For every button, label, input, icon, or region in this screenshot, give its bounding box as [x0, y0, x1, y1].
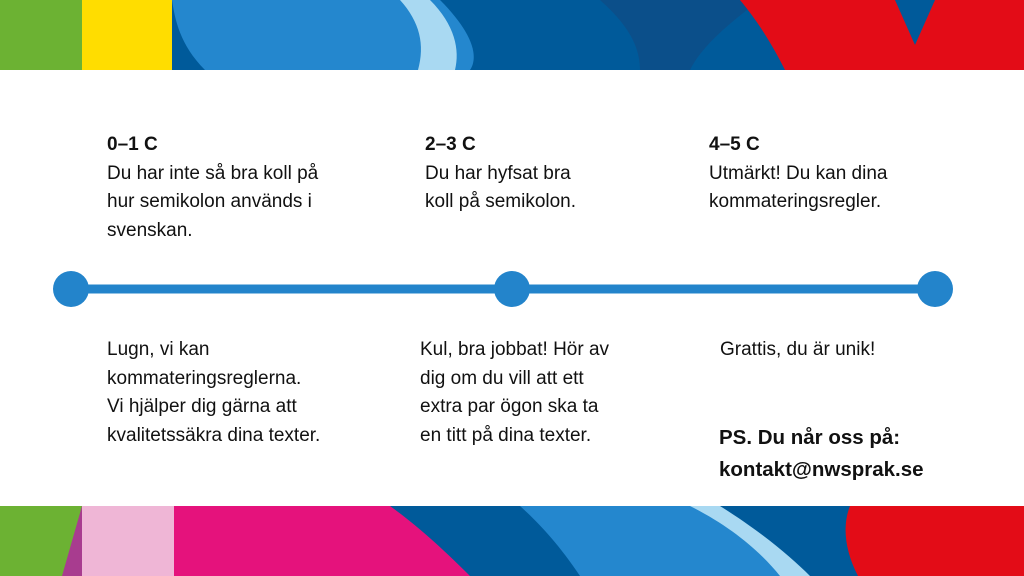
- level-column-4-5: [709, 131, 887, 217]
- level-heading: 4–5 C: [709, 134, 760, 155]
- band-pink-block: [82, 506, 174, 576]
- timeline-node-4-5: [917, 271, 953, 307]
- contact-note: [719, 422, 924, 486]
- top-decorative-band: [0, 0, 1024, 70]
- band-green-block: [0, 0, 82, 70]
- contact-email[interactable]: kontakt@nwsprak.se: [719, 458, 924, 481]
- band-yellow-block: [82, 0, 172, 70]
- level-column-0-1: [107, 131, 318, 245]
- message-0-1: Lugn, vi kan kommateringsreglerna. Vi hjälper dig gärna att kvalitetssäkra dina texter.: [107, 339, 321, 446]
- level-description: Du har inte så bra koll på hur semikolon används i svenskan.: [107, 162, 319, 241]
- contact-note-label: PS. Du når oss på:: [719, 426, 901, 449]
- level-heading: 0–1 C: [107, 134, 158, 155]
- level-column-2-3: [425, 131, 576, 217]
- timeline-node-0-1: [53, 271, 89, 307]
- timeline-node-2-3: [494, 271, 530, 307]
- band-red-shape: [740, 0, 1024, 70]
- message-4-5: Grattis, du är unik!: [720, 339, 876, 360]
- message-2-3: Kul, bra jobbat! Hör av dig om du vill att ett extra par ögon ska ta en titt på dina texter.: [420, 339, 610, 446]
- level-description: Utmärkt! Du kan dina kommateringsregler.: [709, 162, 888, 212]
- level-heading: 2–3 C: [425, 134, 476, 155]
- bottom-decorative-band: [0, 506, 1024, 576]
- level-description: Du har hyfsat bra koll på semikolon.: [425, 162, 577, 212]
- band-red-shape: [846, 506, 1024, 576]
